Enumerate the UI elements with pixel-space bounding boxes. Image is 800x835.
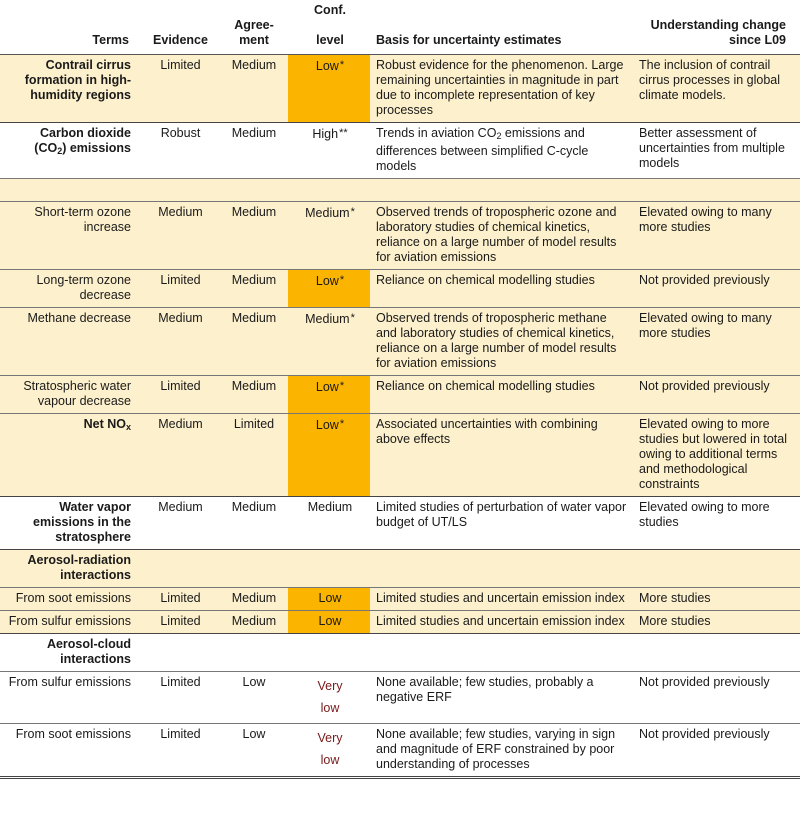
agreement-cell: Limited: [218, 414, 288, 497]
conf-level-cell: Very low: [288, 724, 370, 778]
basis-cell: Limited studies and uncertain emission index: [370, 611, 633, 634]
table-row: [0, 672, 800, 724]
header-agreement: Agree- ment: [218, 0, 288, 55]
conf-level-cell: Medium*: [288, 308, 370, 376]
basis-cell: Observed trends of tropospheric methane and laboratory studies of chemical kinetics, reliance on a large number of model results for aviation emissions: [370, 308, 633, 376]
term-cell: Carbon dioxide $(CO_2)$ emissions: [0, 123, 141, 179]
section-heading: Aerosol-cloud interactions: [0, 634, 141, 672]
table-row: [0, 588, 800, 611]
evidence-cell: Limited: [141, 376, 218, 414]
understanding-cell: Not provided previously: [633, 270, 800, 308]
table-row: [0, 55, 800, 123]
basis-cell: Robust evidence for the phenomenon. Large remaining uncertainties in magnitude in part due to incomplete representation of key processes: [370, 55, 633, 123]
understanding-cell: Not provided previously: [633, 376, 800, 414]
agreement-cell: Low: [218, 672, 288, 724]
agreement-cell: Medium: [218, 202, 288, 270]
understanding-cell: Elevated owing to more studies but lowered in total owing to additional terms and methodological constraints: [633, 414, 800, 497]
term-cell: Short-term ozone increase: [0, 202, 141, 270]
evidence-cell: Limited: [141, 270, 218, 308]
evidence-cell: Limited: [141, 55, 218, 123]
conf-level-cell: Low: [288, 611, 370, 634]
conf-level-cell: Medium*: [288, 202, 370, 270]
evidence-cell: Limited: [141, 588, 218, 611]
understanding-cell: Not provided previously: [633, 672, 800, 724]
basis-cell: Limited studies of perturbation of water vapor budget of UT/LS: [370, 497, 633, 550]
basis-cell: Reliance on chemical modelling studies: [370, 270, 633, 308]
evidence-cell: Robust: [141, 123, 218, 179]
table-row: [0, 202, 800, 270]
table-row-spacer: [0, 179, 800, 202]
evidence-cell: Limited: [141, 672, 218, 724]
term-cell: Water vapor emissions in the stratosphere: [0, 497, 141, 550]
header-terms: Terms: [0, 0, 141, 55]
conf-level-cell: Low*: [288, 55, 370, 123]
header-evidence: Evidence: [141, 0, 218, 55]
term-cell: From soot emissions: [0, 588, 141, 611]
conf-level-cell: Low*: [288, 270, 370, 308]
section-heading: Aerosol-radiation interactions: [0, 550, 141, 588]
term-cell: From sulfur emissions: [0, 611, 141, 634]
table-row: [0, 724, 800, 778]
agreement-cell: Medium: [218, 123, 288, 179]
evidence-cell: Medium: [141, 308, 218, 376]
basis-cell: Limited studies and uncertain emission index: [370, 588, 633, 611]
agreement-cell: Medium: [218, 270, 288, 308]
table-row: [0, 270, 800, 308]
table-row: [0, 611, 800, 634]
understanding-cell: Elevated owing to many more studies: [633, 202, 800, 270]
header-understanding: Understanding change since L09: [633, 0, 800, 55]
basis-cell: Reliance on chemical modelling studies: [370, 376, 633, 414]
understanding-cell: Better assessment of uncertainties from multiple models: [633, 123, 800, 179]
agreement-cell: Medium: [218, 376, 288, 414]
evidence-cell: Medium: [141, 202, 218, 270]
table-row: [0, 123, 800, 179]
understanding-cell: More studies: [633, 588, 800, 611]
agreement-cell: Medium: [218, 308, 288, 376]
header-basis: Basis for uncertainty estimates: [370, 0, 633, 55]
term-cell: Methane decrease: [0, 308, 141, 376]
section-row: [0, 634, 800, 672]
understanding-cell: Not provided previously: [633, 724, 800, 778]
evidence-cell: Medium: [141, 414, 218, 497]
evidence-cell: Medium: [141, 497, 218, 550]
table-row: [0, 376, 800, 414]
conf-level-cell: Low*: [288, 414, 370, 497]
understanding-cell: Elevated owing to more studies: [633, 497, 800, 550]
agreement-cell: Low: [218, 724, 288, 778]
basis-cell: Observed trends of tropospheric ozone and laboratory studies of chemical kinetics, reliance on a large number of model results for aviation emissions: [370, 202, 633, 270]
conf-level-cell: Very low: [288, 672, 370, 724]
agreement-cell: Medium: [218, 497, 288, 550]
section-row: [0, 550, 800, 588]
term-cell: From sulfur emissions: [0, 672, 141, 724]
agreement-cell: Medium: [218, 611, 288, 634]
conf-level-cell: High**: [288, 123, 370, 179]
conf-level-cell: Low: [288, 588, 370, 611]
evidence-cell: Limited: [141, 724, 218, 778]
evidence-cell: Limited: [141, 611, 218, 634]
understanding-cell: The inclusion of contrail cirrus processes in global climate models.: [633, 55, 800, 123]
conf-level-cell: Low*: [288, 376, 370, 414]
understanding-cell: Elevated owing to many more studies: [633, 308, 800, 376]
understanding-cell: More studies: [633, 611, 800, 634]
term-cell: Net $NO_x$: [0, 414, 141, 497]
basis-cell: None available; few studies, varying in sign and magnitude of ERF constrained by poor understanding of processes: [370, 724, 633, 778]
term-cell: Stratospheric water vapour decrease: [0, 376, 141, 414]
table-row: [0, 308, 800, 376]
header-row: [0, 0, 800, 55]
header-conf-level: Conf. level: [288, 0, 370, 55]
table-row: [0, 497, 800, 550]
term-cell: From soot emissions: [0, 724, 141, 778]
basis-cell: Associated uncertainties with combining above effects: [370, 414, 633, 497]
basis-cell: Trends in aviation $CO_2$ emissions and differences between simplified C-cycle models: [370, 123, 633, 179]
basis-cell: None available; few studies, probably a negative ERF: [370, 672, 633, 724]
agreement-cell: Medium: [218, 55, 288, 123]
term-cell: Long-term ozone decrease: [0, 270, 141, 308]
conf-level-cell: Medium: [288, 497, 370, 550]
table-row: [0, 414, 800, 497]
term-cell: Contrail cirrus formation in high-humidity regions: [0, 55, 141, 123]
agreement-cell: Medium: [218, 588, 288, 611]
